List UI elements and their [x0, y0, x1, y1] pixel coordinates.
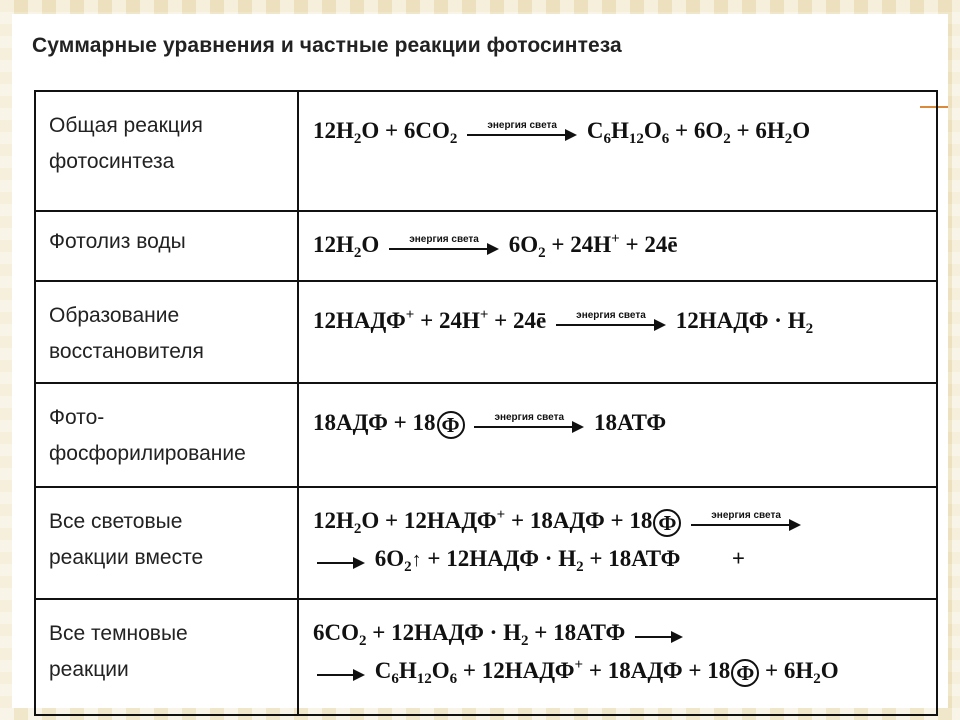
- table-row: [35, 211, 937, 281]
- slide: [12, 14, 948, 708]
- table-row: [35, 487, 937, 599]
- equation: 12НАДФ+ + 24H+ + 24ē энергия света 12НАДФ · $H_2$: [298, 281, 937, 383]
- continuation-arrow: [317, 661, 365, 685]
- phosphate-symbol: Ф: [653, 509, 681, 537]
- page-title: Суммарные уравнения и частные реакции фотосинтеза: [32, 34, 622, 57]
- equation: $6CO_2$ + 12НАДФ · $H_2 + 18АТФ$ $C_6H_{12}O_6$ + 12НАДФ+ + 18АДФ + 18 $Ф + 6H_2O$: [298, 599, 937, 715]
- reactions-table: [34, 90, 938, 716]
- row-label: Фото- фосфорилирование: [35, 383, 298, 487]
- reaction-arrow: [635, 623, 683, 647]
- equation: 18АДФ + 18 Ф энергия света 18АТФ: [298, 383, 937, 487]
- equation: $12H_2O$ энергия света $6O_2 + 24H^+$ + 24ē: [298, 211, 937, 281]
- equation: $12H_2O + 6CO_2$ энергия света $C_6H_{12}O_6 + 6O_2 + 6H_2O$: [298, 91, 937, 211]
- phosphate-symbol: Ф: [731, 659, 759, 687]
- continuation-arrow: [317, 549, 365, 573]
- phosphate-symbol: Ф: [437, 411, 465, 439]
- reaction-arrow: энергия света: [474, 413, 584, 437]
- reaction-arrow: энергия света: [691, 511, 801, 535]
- equation: $12H_2O$ + 12НАДФ+ + 18АДФ + 18 Ф энергия света $6O_2↑$ + 12НАДФ · $H_2 + 18АТФ$ +: [298, 487, 937, 599]
- row-label: Все темновые реакции: [35, 599, 298, 715]
- row-label: Все световые реакции вместе: [35, 487, 298, 599]
- table-row: [35, 91, 937, 211]
- reaction-arrow: энергия света: [467, 121, 577, 145]
- table-row: [35, 599, 937, 715]
- table-row: [35, 281, 937, 383]
- row-label: Общая реакция фотосинтеза: [35, 91, 298, 211]
- row-label: Фотолиз воды: [35, 211, 298, 281]
- table-row: [35, 383, 937, 487]
- row-label: Образование восстановителя: [35, 281, 298, 383]
- reaction-arrow: энергия света: [389, 235, 499, 259]
- reaction-arrow: энергия света: [556, 311, 666, 335]
